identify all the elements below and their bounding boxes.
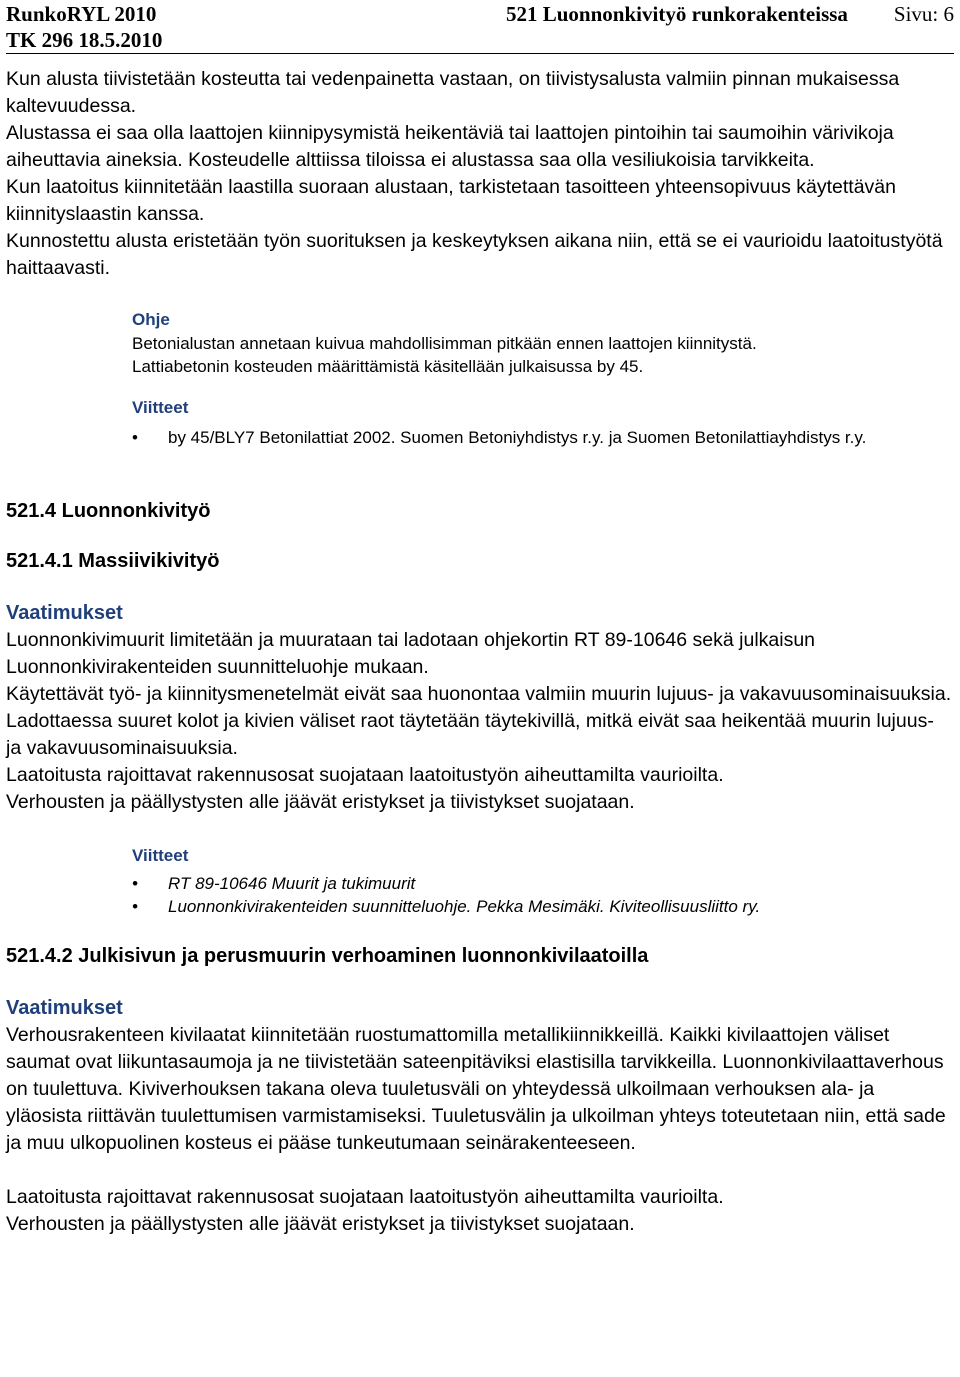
massiivi-paragraph-5: Verhousten ja päällystysten alle jäävät eristykset ja tiivistykset suojataan. xyxy=(6,791,635,813)
intro-paragraph-3: Kun laatoitus kiinnitetään laastilla suoraan alustaan, tarkistetaan tasoitteen yhteensopivuus käytettävän kiinnityslaastin kanssa. xyxy=(6,176,896,225)
bullet-icon: • xyxy=(132,428,138,447)
massiivi-refs xyxy=(132,844,954,918)
bullet-icon: • xyxy=(132,897,138,916)
guide-refs-list xyxy=(132,426,954,449)
header-doc-id: TK 296 18.5.2010 xyxy=(6,28,163,52)
massiivi-refs-list xyxy=(132,872,954,918)
guide-heading: Ohje xyxy=(132,310,170,329)
intro-section xyxy=(6,66,954,282)
massiivi-refs-heading: Viitteet xyxy=(132,846,189,865)
reference-item xyxy=(132,895,954,918)
header-app-name: RunkoRYL 2010 xyxy=(6,2,157,26)
intro-paragraph-2: Alustassa ei saa olla laattojen kiinnipysymistä heikentäviä tai laattojen pintoihin tai saumoihin värivikoja aiheuttavia aineksia. Kosteudelle alttiissa tiloissa ei alustassa saa olla vesiliukoisia tarvikkeita. xyxy=(6,122,894,171)
intro-paragraph-4: Kunnostettu alusta eristetään työn suorituksen ja keskeytyksen aikana niin, että se ei vaurioidu laatoitustyötä haittaavasti. xyxy=(6,230,943,279)
document-body xyxy=(6,66,954,1238)
header-section-title: 521 Luonnonkivityö runkorakenteissa xyxy=(506,2,848,26)
massiivi-paragraph-2: Käytettävät työ- ja kiinnitysmenetelmät eivät saa huonontaa valmiin muurin lujuus- ja vakavuusominaisuuksia. xyxy=(6,683,952,705)
intro-paragraph-1: Kun alusta tiivistetään kosteutta tai vedenpainetta vastaan, on tiivistysalusta valmiin pinnan mukaisessa kaltevuudessa. xyxy=(6,68,900,117)
section-heading-521-4-1: 521.4.1 Massiivikivityö xyxy=(6,550,220,572)
section-heading-521-4-2: 521.4.2 Julkisivun ja perusmuurin verhoaminen luonnonkivilaatoilla xyxy=(6,945,649,967)
guide-refs-heading: Viitteet xyxy=(132,398,189,417)
massiivi-paragraph-4: Laatoitusta rajoittavat rakennusosat suojataan laatoitustyön aiheuttamilta vaurioilta. xyxy=(6,764,724,786)
requirements-label: Vaatimukset xyxy=(6,602,123,624)
section-heading-521-4: 521.4 Luonnonkivityö xyxy=(6,500,211,522)
page-header xyxy=(6,0,954,52)
verhous-paragraph-1: Verhousrakenteen kivilaatat kiinnitetään ruostumattomilla metallikiinnikkeillä. Kaikki kivilaattojen väliset saumat ovat liikuntasaumoja ja ne tiivistetään sateenpitäviksi elastisilla tarvikkeilla. Luonnonkivilaattaverhous on tuulettuva. Kiviverhouksen takana oleva tuuletusväli on yhteydessä ulkoilmaan verhouksen ala- ja yläosista riittävän tuulettumisen varmistamiseksi. Tuuletusvälin ja ulkoilman yhteys toteutetaan niin, että sade ja muu ulkopuolinen kosteus ei pääse tunkeutumaan seinärakenteeseen. xyxy=(6,1024,946,1154)
guide-line-1: Betonialustan annetaan kuivua mahdollisimman pitkään ennen laattojen kiinnitystä. xyxy=(132,334,757,353)
guide-line-2: Lattiabetonin kosteuden määrittämistä käsitellään julkaisussa by 45. xyxy=(132,357,644,376)
requirements-label: Vaatimukset xyxy=(6,997,123,1019)
reference-text: by 45/BLY7 Betonilattiat 2002. Suomen Betoniyhdistys r.y. ja Suomen Betonilattiayhdistys r.y. xyxy=(168,428,867,447)
verhous-paragraph-3: Verhousten ja päällystysten alle jäävät eristykset ja tiivistykset suojataan. xyxy=(6,1213,635,1235)
header-divider xyxy=(6,53,954,54)
reference-text: RT 89-10646 Muurit ja tukimuurit xyxy=(168,874,416,893)
guide-section xyxy=(132,308,954,449)
reference-item xyxy=(132,872,954,895)
verhous-paragraph-2: Laatoitusta rajoittavat rakennusosat suojataan laatoitustyön aiheuttamilta vaurioilta. xyxy=(6,1186,724,1208)
massiivi-paragraph-1: Luonnonkivimuurit limitetään ja muurataan tai ladotaan ohjekortin RT 89-10646 sekä julkaisun Luonnonkivirakenteiden suunnitteluohje mukaan. xyxy=(6,629,816,678)
reference-item xyxy=(132,426,954,449)
reference-text: Luonnonkivirakenteiden suunnitteluohje. Pekka Mesimäki. Kiviteollisuusliitto ry. xyxy=(168,897,761,916)
header-page-number: Sivu: 6 xyxy=(893,2,954,26)
massiivi-paragraph-3: Ladottaessa suuret kolot ja kivien väliset raot täytetään täytekivillä, mitkä eivät saa heikentää muurin lujuus- ja vakavuusominaisuuksia. xyxy=(6,710,934,759)
bullet-icon: • xyxy=(132,874,138,893)
